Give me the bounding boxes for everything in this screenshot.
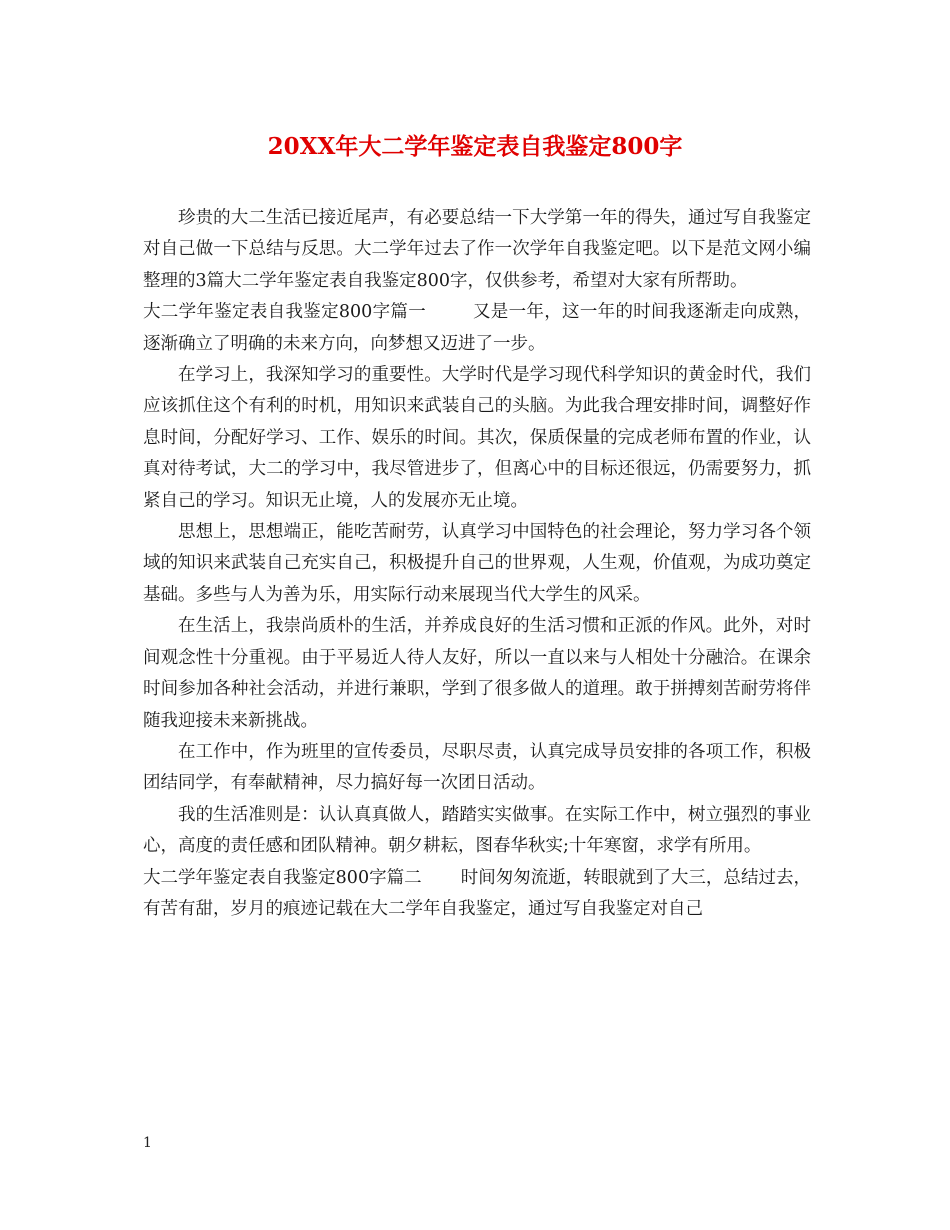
paragraph-text: 在工作中，作为班里的宣传委员，尽职尽责，认真完成导员安排的各项工作，积极团结同学，有奉献精神，尽力搞好每一次团日活动。 bbox=[143, 741, 811, 794]
document-body bbox=[143, 203, 811, 925]
paragraph-section-two bbox=[143, 863, 811, 926]
section-heading: 大二学年鉴定表自我鉴定800字篇一 bbox=[143, 302, 427, 323]
section-heading: 大二学年鉴定表自我鉴定800字篇二 bbox=[143, 867, 422, 888]
paragraph-text: 在生活上，我崇尚质朴的生活，并养成良好的生活习惯和正派的作风。此外，对时间观念性十分重视。由于平易近人待人友好，所以一直以来与人相处十分融洽。在课余时间参加各种社会活动，并进行兼职，学到了很多做人的道理。敢于拼搏刻苦耐劳将伴随我迎接未来新挑战。 bbox=[143, 616, 811, 731]
paragraph-work bbox=[143, 737, 811, 800]
paragraph-principle bbox=[143, 800, 811, 863]
paragraph-text: 时间匆匆流逝，转眼就到了大三，总结过去，有苦有甜，岁月的痕迹记载在大二学年自我鉴定，通过写自我鉴定对自己 bbox=[143, 867, 811, 919]
paragraph-text: 珍贵的大二生活已接近尾声，有必要总结一下大学第一年的得失，通过写自我鉴定对自己做一下总结与反思。大二学年过去了作一次学年自我鉴定吧。以下是范文网小编整理的3篇大二学年鉴定表自我鉴定800字，仅供参考，希望对大家有所帮助。 bbox=[143, 208, 811, 291]
paragraph-text: 又是一年，这一年的时间我逐渐走向成熟，逐渐确立了明确的未来方向，向梦想又迈进了一步。 bbox=[143, 302, 812, 354]
paragraph-life bbox=[143, 611, 811, 737]
paragraph-study bbox=[143, 360, 811, 517]
paragraph-text: 在学习上，我深知学习的重要性。大学时代是学习现代科学知识的黄金时代，我们应该抓住这个有利的时机，用知识来武装自己的头脑。为此我合理安排时间，调整好作息时间，分配好学习、工作、娱乐的时间。其次，保质保量的完成老师布置的作业，认真对待考试，大二的学习中，我尽管进步了，但离心中的目标还很远，仍需要努力，抓紧自己的学习。知识无止境，人的发展亦无止境。 bbox=[143, 365, 811, 511]
paragraph-section-one bbox=[143, 297, 811, 360]
paragraph-text: 思想上，思想端正，能吃苦耐劳，认真学习中国特色的社会理论，努力学习各个领域的知识来武装自己充实自己，积极提升自己的世界观，人生观，价值观，为成功奠定基础。多些与人为善为乐，用实际行动来展现当代大学生的风采。 bbox=[143, 522, 811, 605]
page-number: 1 bbox=[143, 1135, 152, 1151]
paragraph-intro bbox=[143, 203, 811, 297]
document-title: 20XX年大二学年鉴定表自我鉴定800字 bbox=[267, 133, 683, 160]
paragraph-text: 我的生活准则是：认认真真做人，踏踏实实做事。在实际工作中，树立强烈的事业心，高度的责任感和团队精神。朝夕耕耘，图春华秋实;十年寒窗，求学有所用。 bbox=[143, 804, 811, 857]
paragraph-thought bbox=[143, 517, 811, 611]
